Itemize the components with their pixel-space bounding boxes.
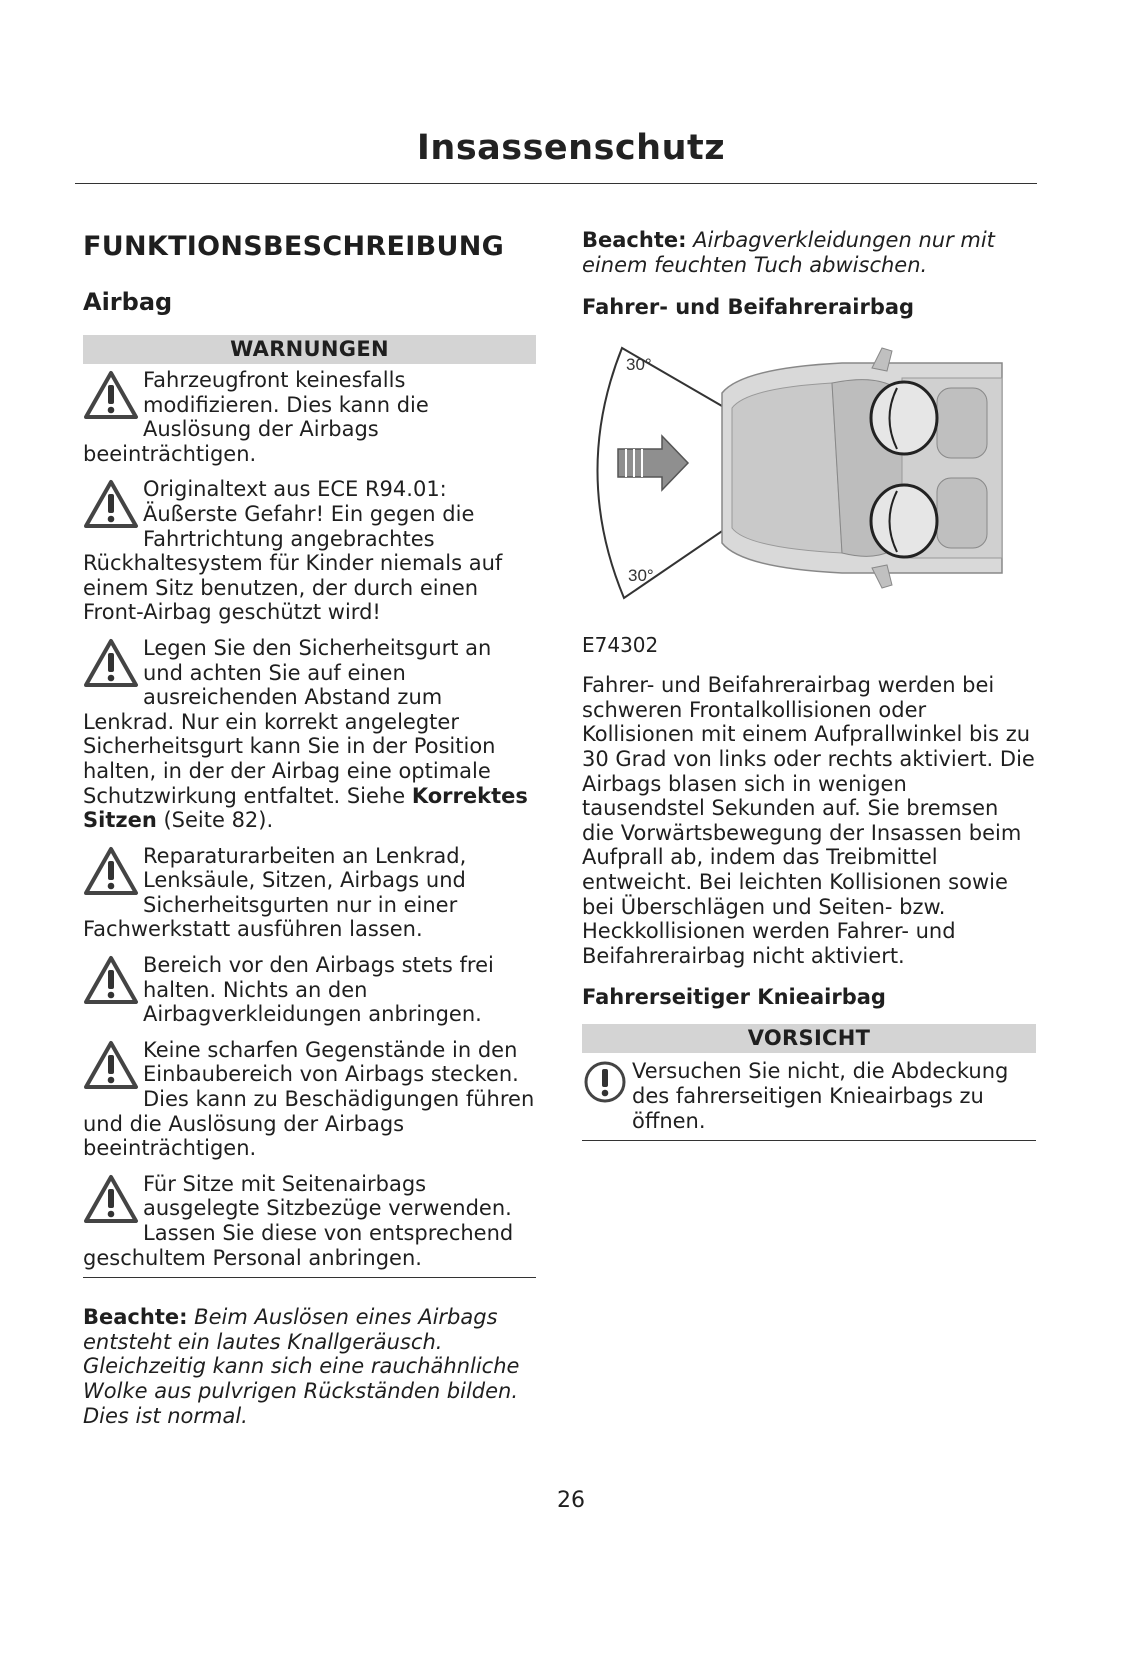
- subsection-title-airbag: Airbag: [83, 288, 173, 316]
- right-column: [582, 228, 1036, 1141]
- note-label: Beachte:: [582, 228, 687, 252]
- car-top-view-figure: [582, 333, 1036, 603]
- warning-text: Reparaturarbeiten an Lenkrad, Lenksäule, Sitzen, Airbags und Sicherheitsgurten nur in einer Fachwerkstatt ausführen lassen.: [83, 843, 467, 942]
- note-text: Beim Auslösen eines Airbags entsteht ein lautes Knallgeräusch. Gleichzeitig kann sich eine rauchähnliche Wolke aus pulvrigen Rückständen bilden. Dies ist normal.: [83, 1305, 520, 1428]
- warning-triangle-icon: [83, 1174, 141, 1226]
- warning-item: [83, 636, 536, 833]
- left-column: [83, 228, 536, 1428]
- airbag-illustration: [582, 333, 1036, 603]
- page-header-title: Insassenschutz: [416, 128, 726, 168]
- warning-triangle-icon: [83, 955, 141, 1007]
- note-label: Beachte:: [83, 1305, 188, 1330]
- airbag-description: Fahrer- und Beifahrerairbag werden bei schweren Frontalkollisionen oder Kollisionen mit einem Aufprallwinkel bis zu 30 Grad von links oder rechts aktiviert. Die Airbags blasen sich in wenigen tausendstel Sekunden auf. Sie bremsen die Vorwärtsbewegung der Insassen beim Aufprall ab, indem das Treibmittel entweicht. Bei leichten Kollisionen sowie bei Überschlägen und Seiten- bzw. Heckkollisionen werden Fahrer- und Beifahrerairbag nicht aktiviert.: [582, 673, 1035, 968]
- figure-title: Fahrer- und Beifahrerairbag: [582, 295, 915, 320]
- warning-item: [83, 368, 536, 466]
- warnings-heading: WARNUNGEN: [83, 335, 536, 364]
- warning-item: [83, 1038, 536, 1161]
- caution-heading: VORSICHT: [582, 1024, 1036, 1053]
- warning-triangle-icon: [83, 1040, 141, 1092]
- warning-text: Für Sitze mit Seitenairbags ausgelegte Sitzbezüge verwenden. Lassen Sie diese von entsprechend geschultem Personal anbringen.: [83, 1171, 514, 1270]
- page-number: 26: [557, 1488, 585, 1513]
- warning-item: [83, 477, 536, 625]
- warning-triangle-icon: [83, 479, 141, 531]
- warning-text: Originaltext aus ECE R94.01: Äußerste Gefahr! Ein gegen die Fahrtrichtung angebrachtes Rückhaltesystem für Kinder niemals auf einem Sitz benutzen, der durch einen Front-Airbag geschützt wird!: [83, 477, 503, 625]
- warning-text: Bereich vor den Airbags stets frei halten. Nichts an den Airbagverkleidungen anbringen.: [143, 953, 494, 1027]
- section-title: FUNKTIONSBESCHREIBUNG: [83, 231, 505, 262]
- warnings-end-rule: [83, 1277, 536, 1278]
- knee-airbag-title: Fahrerseitiger Knieairbag: [582, 985, 886, 1010]
- note-paragraph: [582, 228, 1036, 277]
- warning-text-before: Legen Sie den Sicherheitsgurt an und achten Sie auf einen ausreichenden Abstand zum Lenkrad. Nur ein korrekt angelegter Sicherheitsgurt kann Sie in der Position halten, in der der Airbag eine optimale Schutzwirkung entfaltet. Siehe: [83, 635, 496, 808]
- passenger-airbag-shape: [871, 485, 937, 557]
- warning-text-after: (Seite 82).: [156, 808, 274, 833]
- angle-label-top: 30°: [626, 355, 652, 375]
- warning-triangle-icon: [83, 370, 141, 422]
- cross-reference-link[interactable]: Korrektes Sitzen: [83, 783, 528, 833]
- warning-text: [83, 636, 528, 832]
- warning-item: [83, 953, 536, 1027]
- note-text: Airbagverkleidungen nur mit einem feuchten Tuch abwischen.: [582, 228, 995, 277]
- caution-end-rule: [582, 1140, 1036, 1141]
- warning-item: [83, 844, 536, 942]
- warning-text: Fahrzeugfront keinesfalls modifizieren. Dies kann die Auslösung der Airbags beeinträchtigen.: [83, 368, 429, 466]
- warning-triangle-icon: [83, 638, 141, 690]
- header-rule: [75, 183, 1037, 184]
- caution-exclamation-icon: [582, 1059, 632, 1111]
- driver-airbag-shape: [871, 382, 937, 454]
- figure-id: E74302: [582, 633, 659, 658]
- angle-label-bottom: 30°: [628, 566, 654, 586]
- warning-triangle-icon: [83, 846, 141, 898]
- caution-item: [582, 1059, 1036, 1133]
- warning-item: [83, 1172, 536, 1270]
- caution-text: Versuchen Sie nicht, die Abdeckung des fahrerseitigen Knieairbags zu öffnen.: [632, 1059, 1009, 1133]
- warning-text: Keine scharfen Gegenstände in den Einbaubereich von Airbags stecken. Dies kann zu Beschädigungen führen und die Auslösung der Airbags beeinträchtigen.: [83, 1037, 535, 1161]
- note-paragraph: [83, 1305, 536, 1428]
